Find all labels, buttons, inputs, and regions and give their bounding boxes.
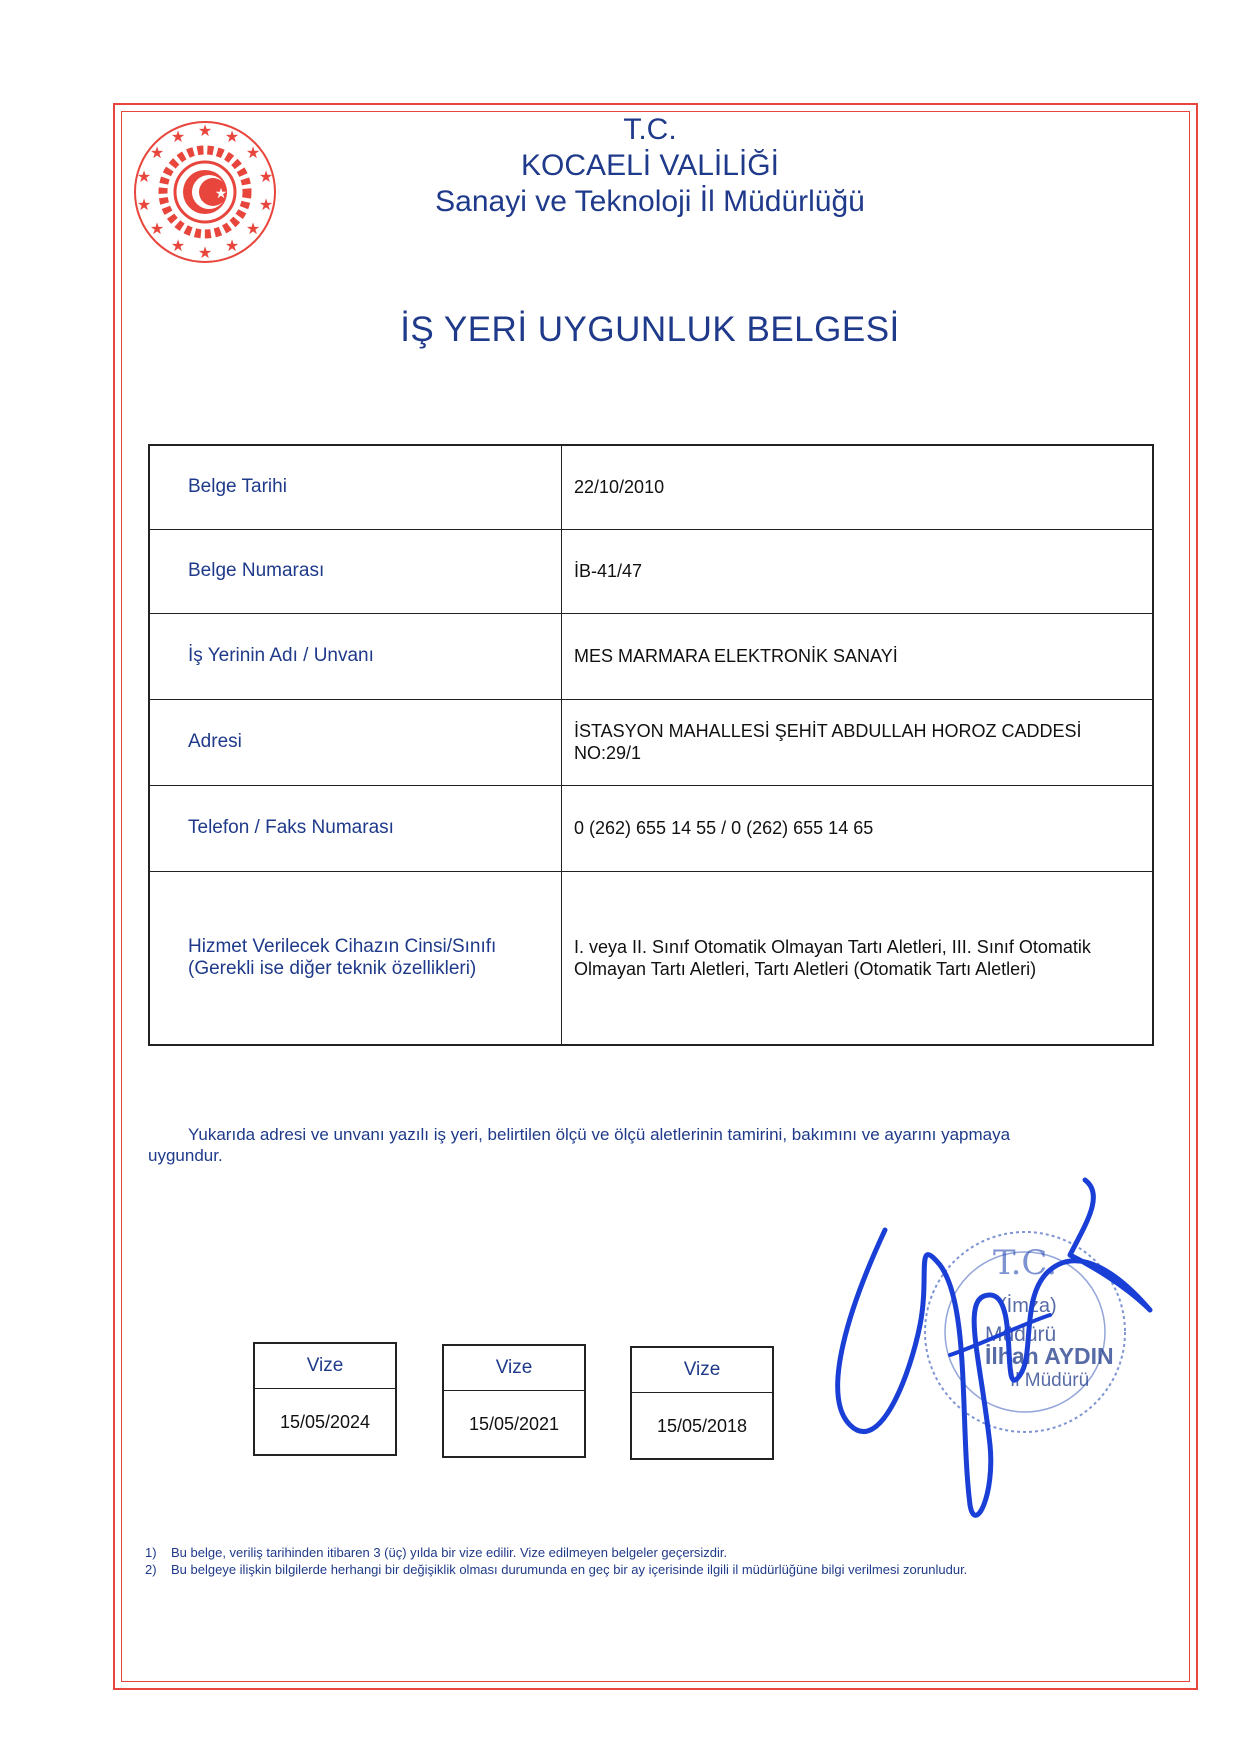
vize-label: Vize [632,1348,772,1393]
row-label: Adresi [149,699,562,785]
table-row [149,785,1153,871]
row-value: İSTASYON MAHALLESİ ŞEHİT ABDULLAH HOROZ CADDESİ NO:29/1 [562,699,1154,785]
vize-box [253,1342,397,1456]
svg-text:★: ★ [258,195,274,214]
row-label: İş Yerinin Adı / Unvanı [149,613,562,699]
svg-text:★: ★ [224,236,240,255]
svg-text:★: ★ [197,243,213,262]
svg-text:★: ★ [149,143,165,162]
row-label: Hizmet Verilecek Cihazın Cinsi/Sınıfı (Gerekli ise diğer teknik özellikleri) [149,871,562,1045]
row-value: İB-41/47 [562,529,1154,613]
svg-text:★: ★ [149,219,165,238]
footnotes [145,1545,1085,1579]
table-row [149,613,1153,699]
row-label: Telefon / Faks Numarası [149,785,562,871]
svg-text:★: ★ [136,195,152,214]
vize-box [442,1344,586,1458]
svg-text:★: ★ [245,143,261,162]
table-row [149,529,1153,613]
signature-icon [820,1175,1160,1535]
header-line-2: KOCAELİ VALİLİĞİ [521,149,779,182]
conformity-statement: Yukarıda adresi ve unvanı yazılı iş yeri, belirtilen ölçü ve ölçü aletlerinin tamirini, bakımını ve ayarını yapmaya uygundur. [148,1125,1011,1165]
vize-date: 15/05/2018 [656,1416,748,1436]
footnote [145,1545,1085,1561]
footnote-number: 2) [145,1562,157,1577]
svg-text:★: ★ [258,167,274,186]
vize-label: Vize [444,1346,584,1391]
row-value: 22/10/2010 [562,445,1154,529]
signature-title: Müdürü [985,1323,1057,1346]
issuer-header [380,112,920,220]
row-value: MES MARMARA ELEKTRONİK SANAYİ [562,613,1154,699]
svg-text:★: ★ [197,121,213,140]
footnote-number: 1) [145,1545,157,1560]
signature-caption: (İmza) [1000,1295,1057,1317]
footnote-text: Bu belgeye ilişkin bilgilerde herhangi bir değişiklik olması durumunda en geç bir ay içerisinde ilgili il müdürlüğüne bilgi verilmesi zorunludur. [171,1562,968,1577]
footnote-text: Bu belge, veriliş tarihinden itibaren 3 (üç) yılda bir vize edilir. Vize edilmeyen belgeler geçersizdir. [171,1545,728,1560]
signatory-position: İl Müdürü [1010,1370,1090,1391]
svg-text:★: ★ [224,127,240,146]
vize-label: Vize [255,1344,395,1389]
svg-text:★: ★ [245,219,261,238]
row-value: 0 (262) 655 14 55 / 0 (262) 655 14 65 [562,785,1154,871]
document-title: İŞ YERİ UYGUNLUK BELGESİ [400,310,900,349]
svg-text:★: ★ [136,167,152,186]
info-table [148,444,1154,1046]
vize-date: 15/05/2024 [279,1412,371,1432]
stamp-text: T.C. [992,1243,1058,1283]
row-label: Belge Tarihi [149,445,562,529]
vize-box [630,1346,774,1460]
row-value: I. veya II. Sınıf Otomatik Olmayan Tartı Aletleri, III. Sınıf Otomatik Olmayan Tartı Aletleri, Tartı Aletleri (Otomatik Tartı Aletleri) [562,871,1154,1045]
ministry-emblem-icon [120,112,290,272]
svg-text:★: ★ [170,236,186,255]
svg-text:★: ★ [214,186,228,202]
row-label: Belge Numarası [149,529,562,613]
header-line-3: Sanayi ve Teknoloji İl Müdürlüğü [435,185,865,218]
header-line-1: T.C. [623,113,677,146]
table-row [149,699,1153,785]
footnote [145,1562,1085,1578]
signatory-name: İlhan AYDIN [985,1343,1114,1369]
table-row [149,445,1153,529]
table-row [149,871,1153,1045]
svg-text:★: ★ [170,127,186,146]
vize-date: 15/05/2021 [468,1414,560,1434]
